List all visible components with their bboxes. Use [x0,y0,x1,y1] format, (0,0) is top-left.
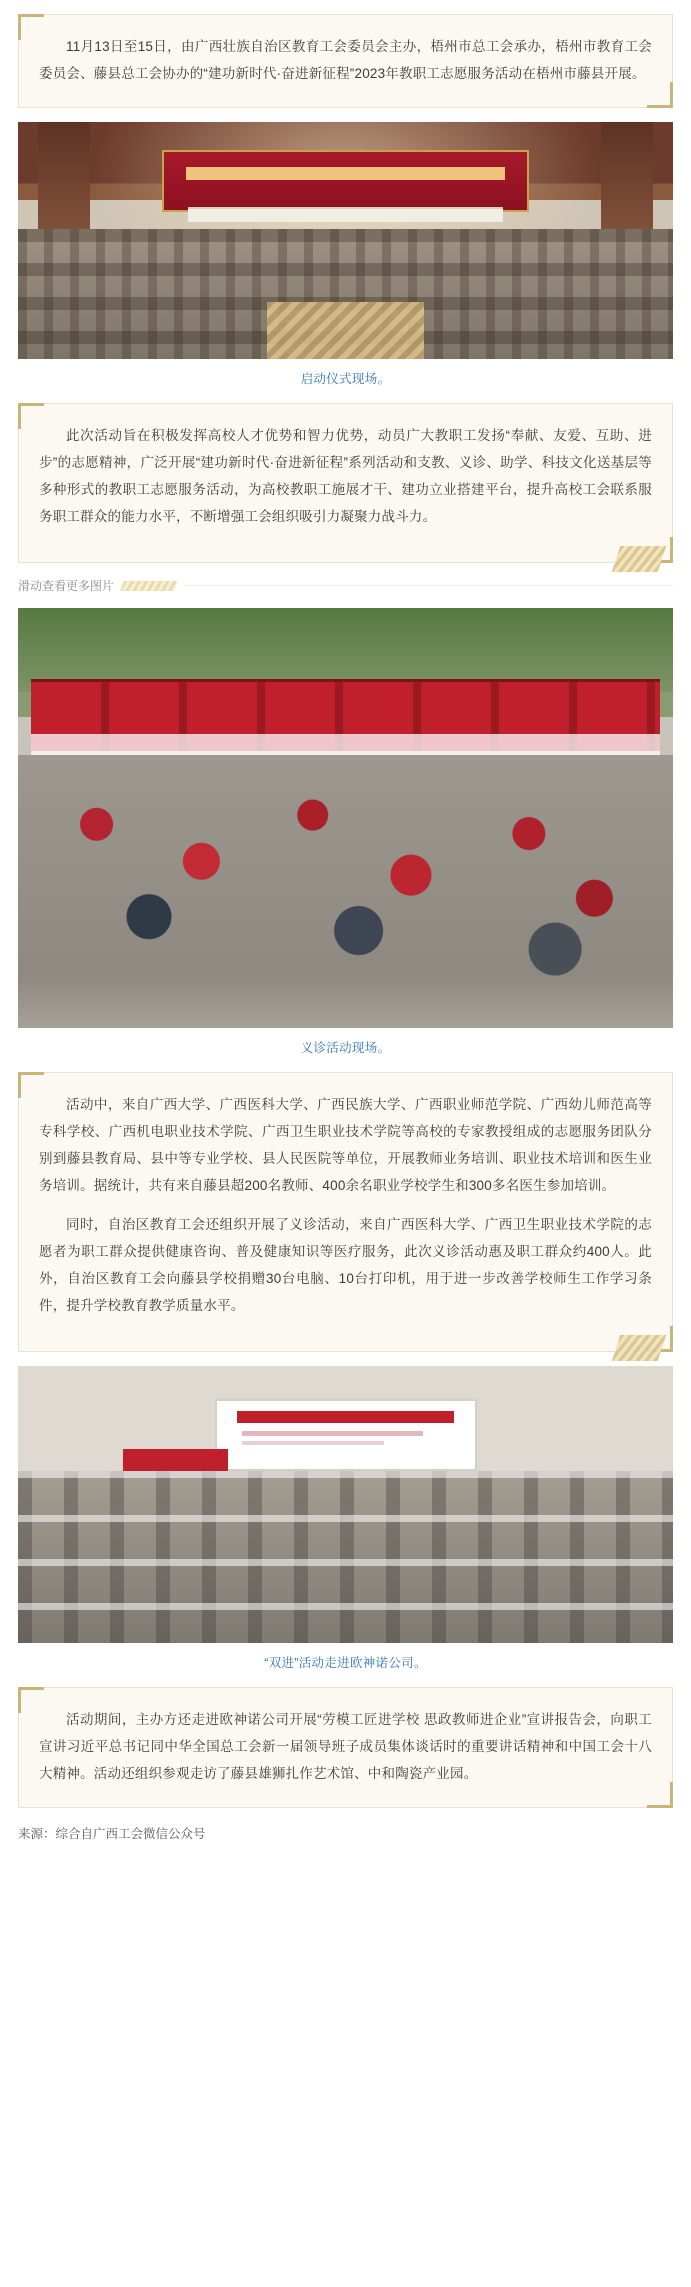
figure-launch-ceremony [18,122,673,389]
photo1-stage-backdrop [162,150,529,212]
section-1-card [18,403,673,563]
photo3-screen-title-band [237,1411,454,1423]
photo3-projection-screen [215,1399,477,1471]
photo-free-clinic [18,608,673,1028]
ribbon-ornament-small [120,581,178,591]
section-2-paragraph-1: 活动中，来自广西大学、广西医科大学、广西民族大学、广西职业师范学院、广西幼儿师范高等专科学校、广西机电职业技术学院、广西卫生职业技术学院等高校的专家教授组成的志愿服务团队分别到藤县教育局、县中等专业学校、县人民医院等单位，开展教师业务培训、职业技术培训和医生业务培训。据统计，共有来自藤县超200名教师、400余名职业学校学生和300多名医生参加培训。 [39,1097,652,1193]
photo2-crowd [18,755,673,986]
photo3-screen-line-1 [242,1431,423,1436]
lead-paragraph: 11月13日至15日，由广西壮族自治区教育工会委员会主办，梧州市总工会承办，梧州市教育工会委员会、藤县总工会协办的“建功新时代·奋进新征程”2023年教职工志愿服务活动在梧州市藤县开展。 [39,39,652,81]
section-3-card [18,1687,673,1808]
figure-caption: 义诊活动现场。 [300,1041,391,1055]
photo2-ground [18,978,673,1028]
divider-line [184,585,673,586]
ribbon-ornament [612,1335,666,1361]
photo1-head-table [188,207,502,221]
lead-paragraph-card [18,14,673,108]
figure-oceano-company [18,1366,673,1673]
section-2-paragraph-2: 同时，自治区教育工会还组织开展了义诊活动，来自广西医科大学、广西卫生职业技术学院的志愿者为职工群众提供健康咨询、普及健康知识等医疗服务，此次义诊活动惠及职工群众约400人。此外，自治区教育工会向藤县学校捐赠30台电脑、10台打印机，用于进一步改善学校师生工作学习条件，提升学校教育教学质量水平。 [39,1217,652,1313]
photo-oceano-company [18,1366,673,1643]
article-page [0,14,691,1860]
slide-for-more-hint [18,577,673,594]
ribbon-ornament [612,546,666,572]
section-3-paragraph-1: 活动期间，主办方还走进欧神诺公司开展“劳模工匠进学校 思政教师进企业”宣讲报告会，向职工宣讲习近平总书记同中华全国总工会新一届领导班子成员集体谈话时的重要讲话精神和中国工会十八大精神。活动还组织参观走访了藤县雄狮扎作艺术馆、中和陶瓷产业园。 [39,1712,652,1781]
photo1-carpet [267,302,424,359]
photo1-backdrop-title [186,167,505,180]
photo3-audience-desks [18,1471,673,1643]
section-1-paragraph-1: 此次活动旨在积极发挥高校人才优势和智力优势，动员广大教职工发扬“奉献、友爱、互助、进步”的志愿精神，广泛开展“建功新时代·奋进新征程”系列活动和支教、义诊、助学、科技文化送基层等多种形式的教职工志愿服务活动，为高校教职工施展才干、建功立业搭建平台，提升高校工会联系服务职工群众的能力水平，不断增强工会组织吸引力凝聚力战斗力。 [39,428,652,524]
figure-free-clinic [18,608,673,1058]
photo2-tent-tables [31,734,660,755]
source-line: 来源：综合自广西工会微信公众号 [18,1827,206,1841]
section-2-card [18,1072,673,1352]
figure-caption: 启动仪式现场。 [300,372,391,386]
figure-caption: “双进”活动走进欧神诺公司。 [264,1656,427,1670]
photo3-screen-line-2 [242,1441,384,1446]
slide-hint-label: 滑动查看更多图片 [18,579,115,593]
photo-launch-ceremony [18,122,673,359]
